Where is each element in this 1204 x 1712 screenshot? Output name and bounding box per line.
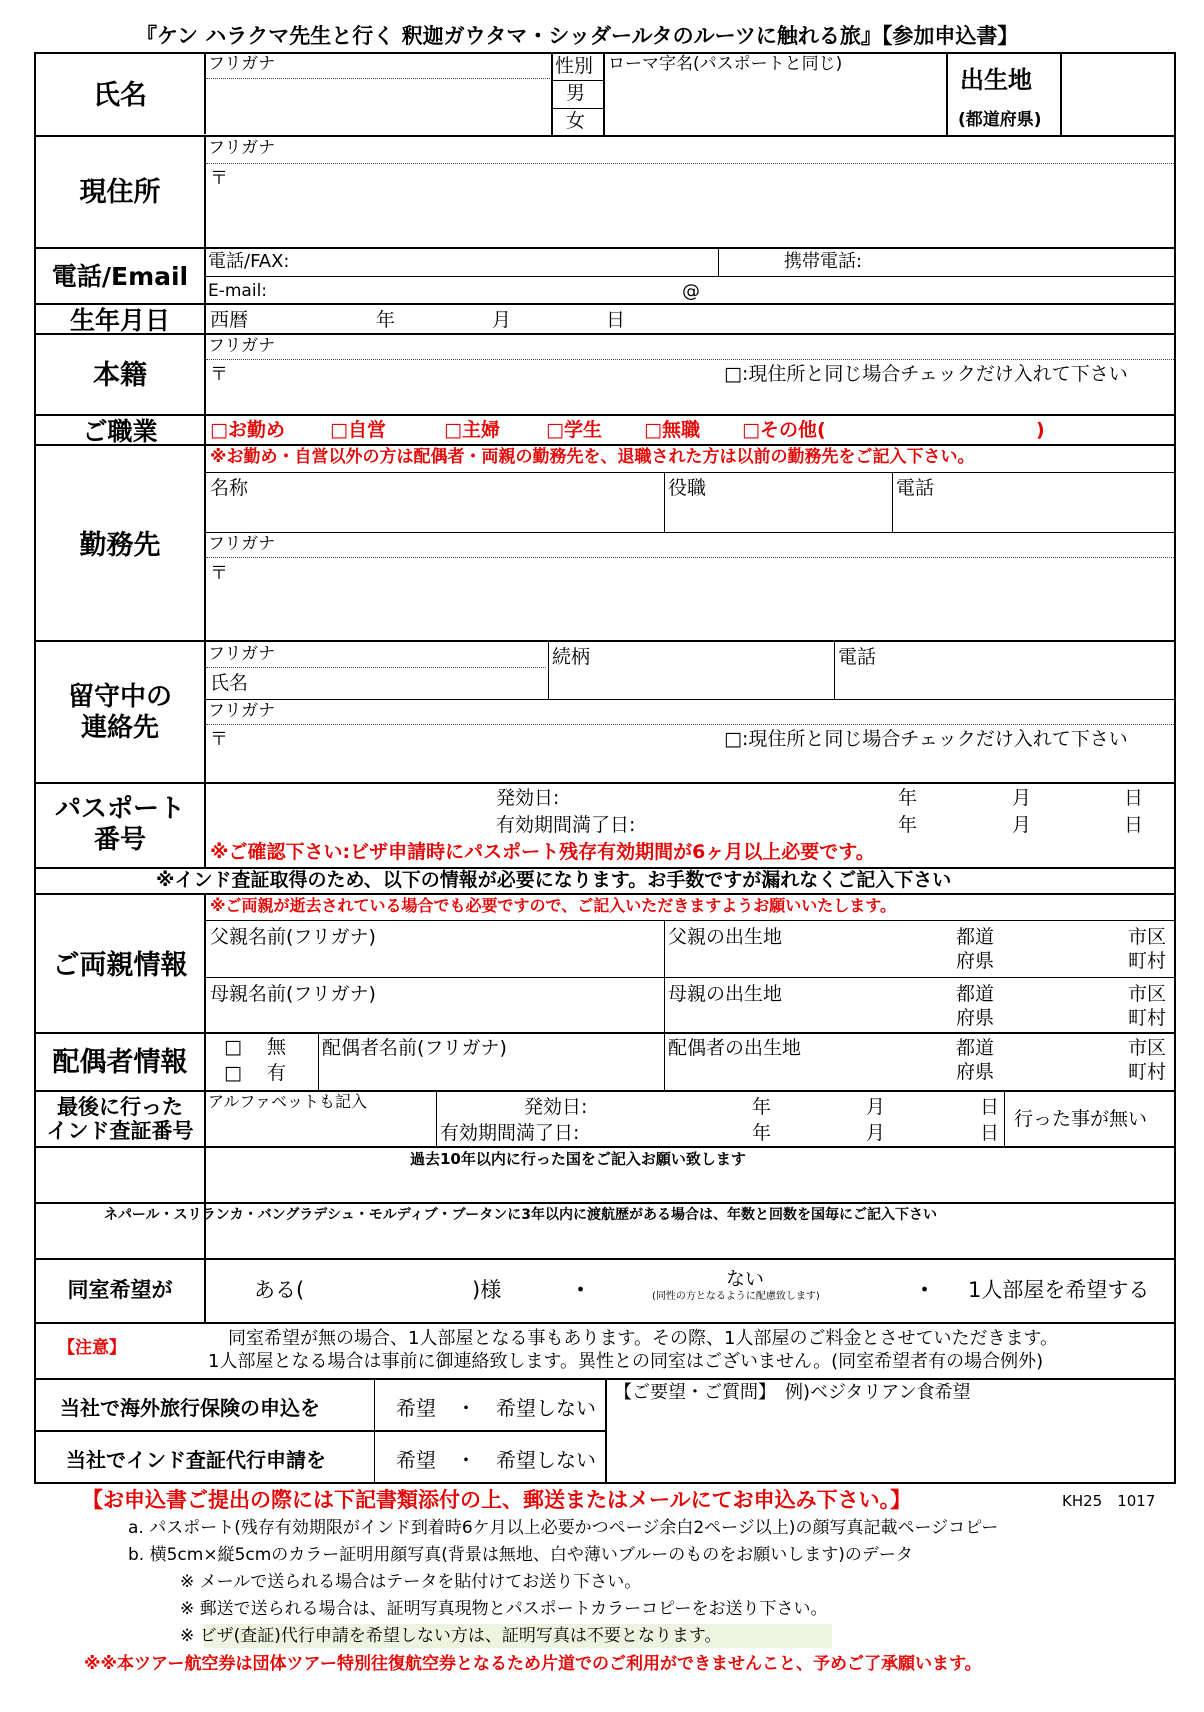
- row-divider: [34, 333, 1176, 335]
- workplace-address-field[interactable]: [232, 562, 1172, 638]
- emergency-postal-label: 〒: [210, 729, 228, 750]
- row-divider: [34, 1146, 1176, 1148]
- domicile-same-checkbox[interactable]: □:現住所と同じ場合チェックだけ入れて下さい: [724, 363, 1128, 385]
- mobile-label: 携帯電話:: [784, 251, 863, 272]
- divider: [892, 472, 893, 532]
- passport-expiry-year-label: 年: [898, 814, 918, 836]
- attachment-note-1: ※ メールで送られる場合はテータを貼付けてお送り下さい。: [180, 1572, 642, 1592]
- countries-past-label: 過去10年以内に行った国をご記入お願い致します: [410, 1150, 746, 1168]
- emergency-phone-field[interactable]: [838, 670, 1172, 696]
- father-name-field[interactable]: [210, 950, 660, 974]
- name-field[interactable]: [208, 82, 548, 132]
- passport-expiry-month-label: 月: [1012, 814, 1032, 836]
- dotted-line: [206, 667, 546, 668]
- last-visa-number-field[interactable]: [208, 1114, 432, 1144]
- row-divider: [34, 1202, 1176, 1204]
- last-visa-issue-year-label: 年: [752, 1096, 772, 1118]
- divider: [204, 699, 1176, 700]
- emergency-label: [36, 682, 204, 744]
- mother-birthplace-label: 母親の出生地: [668, 983, 783, 1005]
- passport-issue-month-label: 月: [1012, 787, 1032, 809]
- caution-line-1: 同室希望が無の場合、1人部屋となる事もあります。その際、1人部屋のご料金とさせていただきます。: [228, 1328, 1059, 1349]
- last-visa-expiry-month-label: 月: [866, 1122, 886, 1144]
- divider: [834, 641, 835, 699]
- never-visited-option[interactable]: 行った事が無い: [1014, 1108, 1148, 1130]
- attachment-note-3: ※ ビザ(査証)代行申請を希望しない方は、証明写真は不要となります。: [180, 1626, 722, 1646]
- divider: [605, 1379, 607, 1484]
- gender-label: 性別: [555, 55, 594, 77]
- occupation-self-employed-checkbox[interactable]: □自営: [330, 419, 386, 441]
- father-birthplace-label: 父親の出生地: [668, 926, 783, 948]
- divider: [551, 80, 603, 81]
- email-local-field[interactable]: [290, 280, 670, 302]
- occupation-employed-checkbox[interactable]: □お勤め: [210, 419, 285, 441]
- divider: [664, 1033, 665, 1090]
- row-divider: [34, 1322, 1176, 1324]
- workplace-note: ※お勤め・自営以外の方は配偶者・両親の勤務先を、退職された方は以前の勤務先をご記入下さい。: [210, 447, 975, 467]
- domicile-label: 本籍: [93, 360, 147, 391]
- dotted-line: [206, 359, 1174, 360]
- emergency-address-field[interactable]: [232, 728, 712, 780]
- last-visa-expiry-year-label: 年: [752, 1122, 772, 1144]
- divider: [204, 920, 1176, 921]
- submission-headline: 【お申込書ご提出の際には下記書類添付の上、郵送またはメールにてお申込み下さい。】: [82, 1488, 912, 1512]
- passport-label-line2: 番号: [93, 825, 146, 856]
- divider: [548, 641, 549, 699]
- occupation-other-close: ): [1036, 419, 1045, 441]
- roommate-no-option[interactable]: ない: [726, 1268, 765, 1290]
- row-divider: [34, 893, 1176, 895]
- spouse-pref-label-1: 都道: [956, 1037, 995, 1059]
- divider: [551, 108, 603, 109]
- mother-name-field[interactable]: [210, 1006, 660, 1030]
- workplace-position-label: 役職: [668, 477, 707, 499]
- father-name-label: 父親名前(フリガナ): [210, 926, 376, 948]
- page-title: 『ケン ハラクマ先生と行く 釈迦ガウタマ・シッダールタのルーツに触れる旅』【参加申込書】: [136, 24, 1019, 48]
- passport-issue-year-field[interactable]: [670, 786, 890, 810]
- countries-neighbor-label: ネパール・スリランカ・バングラデシュ・モルディブ・ブータンに3年以内に渡航歴がある場合は、年数と回数を国毎にご記入下さい: [104, 1207, 937, 1223]
- attachment-note-2: ※ 郵送で送られる場合は、証明写真現物とパスポートカラーコピーをお送り下さい。: [180, 1599, 828, 1619]
- dotted-line: [206, 163, 1174, 164]
- father-city-label-1: 市区: [1128, 926, 1167, 948]
- email-domain-field[interactable]: [706, 280, 1172, 302]
- airfare-notice: ※※本ツアー航空券は団体ツアー特別往復航空券となるため片道でのご利用ができませんこと、予めご了承願います。: [84, 1654, 982, 1674]
- last-visa-issue-month-label: 月: [866, 1096, 886, 1118]
- workplace-phone-label: 電話: [896, 477, 935, 499]
- father-pref-label-2: 府県: [956, 950, 995, 972]
- roommate-sama-label: )様: [472, 1278, 502, 1302]
- spouse-name-label: 配偶者名前(フリガナ): [322, 1037, 507, 1059]
- birth-month-field[interactable]: [402, 307, 488, 331]
- emergency-name-label: 氏名: [210, 672, 249, 694]
- row-divider: [34, 640, 1176, 642]
- address-label: 現住所: [79, 177, 161, 208]
- email-label: E-mail:: [208, 281, 268, 301]
- workplace-name-field[interactable]: [210, 500, 660, 530]
- parents-label: ご両親情報: [52, 950, 188, 981]
- emergency-same-checkbox[interactable]: □:現住所と同じ場合チェックだけ入れて下さい: [724, 728, 1128, 750]
- romaji-name-field[interactable]: [608, 80, 942, 132]
- domicile-furigana-label: フリガナ: [208, 336, 276, 356]
- last-visa-alphabet-note: アルファベットも記入: [208, 1092, 368, 1111]
- passport-label: [36, 794, 204, 856]
- divider: [204, 136, 206, 868]
- row-divider: [34, 247, 1176, 249]
- passport-issue-day-label: 日: [1124, 787, 1144, 809]
- visa-agent-label: 当社でインド査証代行申請を: [66, 1448, 326, 1472]
- divider: [664, 920, 665, 1032]
- birthplace-label: 出生地: [960, 66, 1032, 94]
- workplace-postal-label: 〒: [210, 563, 228, 584]
- passport-expiry-label: 有効期間満了日:: [496, 814, 636, 836]
- passport-expiry-day-label: 日: [1124, 814, 1144, 836]
- birthdate-era-label: 西暦: [210, 309, 249, 331]
- mother-pref-label-2: 府県: [956, 1007, 995, 1029]
- workplace-label: 勤務先: [79, 530, 161, 561]
- attachment-a: a. パスポート(残存有効期限がインド到着時6ケ月以上必要かつページ余白2ページ以上)の顔写真記載ページコピー: [128, 1518, 999, 1538]
- last-visa-issue-year-field[interactable]: [604, 1094, 748, 1118]
- father-city-field[interactable]: [1002, 924, 1122, 972]
- occupation-homemaker-checkbox[interactable]: □主婦: [444, 419, 500, 441]
- row-divider: [34, 135, 1176, 137]
- divider: [318, 1033, 319, 1090]
- emergency-relation-field[interactable]: [552, 670, 832, 696]
- spouse-city-label-1: 市区: [1128, 1037, 1167, 1059]
- insurance-label: 当社で海外旅行保険の申込を: [60, 1396, 320, 1420]
- last-visa-expiry-day-label: 日: [980, 1122, 1000, 1144]
- divider: [1060, 52, 1062, 136]
- mother-city-label-1: 市区: [1128, 983, 1167, 1005]
- dotted-line: [206, 557, 1174, 558]
- spouse-pref-field[interactable]: [800, 1036, 950, 1086]
- visa-agent-choice[interactable]: 希望 ・ 希望しない: [396, 1448, 596, 1472]
- address-furigana-label: フリガナ: [208, 138, 276, 158]
- roommate-separator-2: ・: [914, 1278, 935, 1302]
- divider: [664, 472, 665, 532]
- insurance-choice[interactable]: 希望 ・ 希望しない: [396, 1396, 596, 1420]
- passport-label-line1: パスポート: [54, 794, 185, 824]
- father-pref-label-1: 都道: [956, 926, 995, 948]
- workplace-furigana-label: フリガナ: [208, 534, 276, 554]
- workplace-phone-field[interactable]: [896, 500, 1172, 530]
- row-divider: [34, 414, 1176, 416]
- domicile-postal-label: 〒: [210, 364, 228, 385]
- row-divider: [34, 1032, 1176, 1034]
- spouse-name-field[interactable]: [322, 1062, 660, 1088]
- emergency-furigana-label: フリガナ: [208, 644, 276, 664]
- attachment-b: b. 横5cm×縦5cmのカラー証明用顔写真(背景は無地、白や薄いブルーのものをお願いします)のデータ: [128, 1545, 913, 1565]
- roommate-label: 同室希望が: [67, 1278, 173, 1302]
- birth-month-label: 月: [492, 309, 512, 331]
- divider: [204, 52, 206, 134]
- last-visa-issue-day-label: 日: [980, 1096, 1000, 1118]
- passport-issue-label: 発効日:: [496, 787, 560, 809]
- workplace-name-label: 名称: [210, 477, 249, 499]
- gender-female-option[interactable]: 女: [566, 110, 586, 132]
- occupation-unemployed-checkbox[interactable]: □無職: [644, 419, 700, 441]
- phone-fax-field[interactable]: [320, 250, 716, 274]
- birthdate-label: 生年月日: [69, 306, 170, 335]
- last-visa-expiry-year-field[interactable]: [604, 1120, 748, 1144]
- passport-issue-year-label: 年: [898, 787, 918, 809]
- emergency-phone-label: 電話: [838, 646, 877, 668]
- address-postal-label: 〒: [210, 168, 228, 189]
- phone-fax-label: 電話/FAX:: [208, 251, 290, 272]
- birth-year-field[interactable]: [260, 307, 370, 331]
- last-visa-label-line1: 最後に行った: [57, 1095, 183, 1119]
- roommate-separator-1: ・: [570, 1278, 591, 1302]
- row-divider: [34, 1258, 1176, 1260]
- requests-field[interactable]: [612, 1408, 1172, 1480]
- roommate-yes-option[interactable]: ある(: [254, 1278, 305, 1302]
- last-visa-label-line2: インド査証番号: [46, 1119, 194, 1144]
- divider: [204, 977, 1176, 978]
- caution-line-2: 1人部屋となる場合は事前に御連絡致します。異性との同室はございません。(同室希望者有の場合例外): [208, 1351, 1044, 1372]
- passport-warning: ※ご確認下さい:ビザ申請時にパスポート残存有効期間が6ヶ月以上必要です。: [210, 841, 875, 863]
- emergency-furigana-label-2: フリガナ: [208, 701, 276, 721]
- form-code: KH25 1017: [1062, 1492, 1156, 1510]
- occupation-other-checkbox[interactable]: □その他(: [742, 419, 826, 441]
- mother-pref-label-1: 都道: [956, 983, 995, 1005]
- spouse-label: 配偶者情報: [52, 1047, 188, 1078]
- mother-pref-field[interactable]: [800, 980, 950, 1028]
- spouse-pref-label-2: 府県: [956, 1061, 995, 1083]
- address-field[interactable]: [232, 168, 1172, 244]
- birthplace-sub-label: (都道府県): [958, 110, 1042, 130]
- birth-day-label: 日: [606, 309, 626, 331]
- dotted-line: [206, 724, 1174, 725]
- visa-info-notice: ※インド査証取得のため、以下の情報が必要になります。お手数ですが漏れなくご記入下さい: [156, 869, 952, 891]
- roommate-name-field[interactable]: [310, 1272, 470, 1302]
- roommate-no-subtext: (同性の方となるように配慮致します): [652, 1291, 820, 1302]
- mobile-field[interactable]: [890, 250, 1172, 274]
- passport-number-field[interactable]: [210, 786, 490, 836]
- name-furigana-label: フリガナ: [208, 54, 276, 74]
- divider: [603, 52, 605, 136]
- domicile-field[interactable]: [232, 362, 712, 412]
- divider: [1004, 1091, 1005, 1146]
- divider: [946, 52, 948, 136]
- row-divider: [34, 444, 1176, 446]
- parents-note: ※ご両親が逝去されている場合でも必要ですので、ご記入いただきますようお願いいたします。: [210, 896, 896, 915]
- gender-male-option[interactable]: 男: [566, 82, 586, 104]
- mother-name-label: 母親名前(フリガナ): [210, 983, 376, 1005]
- countries-past-field[interactable]: [40, 1172, 1170, 1200]
- row-divider: [34, 1430, 606, 1432]
- dotted-line: [206, 78, 550, 79]
- divider: [551, 52, 553, 136]
- countries-neighbor-field[interactable]: [40, 1228, 1170, 1256]
- name-label: 氏名: [93, 80, 147, 111]
- email-at-sign: @: [682, 281, 700, 302]
- row-divider: [34, 303, 1176, 305]
- mother-city-label-2: 町村: [1128, 1007, 1167, 1029]
- caution-label: 【注意】: [58, 1338, 126, 1358]
- occupation-label: ご職業: [82, 417, 158, 446]
- emergency-label-line2: 連絡先: [80, 713, 159, 744]
- row-divider: [34, 782, 1176, 784]
- divider: [204, 276, 1176, 277]
- occupation-other-field[interactable]: [842, 418, 1032, 442]
- divider: [204, 532, 1176, 533]
- last-visa-issue-label: 発効日:: [524, 1096, 588, 1118]
- passport-expiry-year-field[interactable]: [670, 813, 890, 837]
- spouse-birthplace-label: 配偶者の出生地: [668, 1037, 802, 1059]
- roommate-single-option[interactable]: 1人部屋を希望する: [968, 1278, 1150, 1302]
- birthplace-field[interactable]: [1064, 56, 1172, 132]
- last-visa-expiry-label: 有効期間満了日:: [440, 1122, 580, 1144]
- birth-day-field[interactable]: [518, 307, 602, 331]
- contact-label: 電話/Email: [51, 262, 189, 291]
- mother-city-field[interactable]: [1002, 980, 1122, 1028]
- spouse-city-field[interactable]: [1002, 1036, 1122, 1086]
- occupation-student-checkbox[interactable]: □学生: [546, 419, 602, 441]
- spouse-has-checkbox[interactable]: □ 有: [224, 1062, 286, 1084]
- divider: [204, 472, 1176, 473]
- birth-year-label: 年: [376, 309, 396, 331]
- father-pref-field[interactable]: [800, 924, 950, 972]
- emergency-name-field[interactable]: [256, 670, 546, 694]
- workplace-position-field[interactable]: [668, 500, 890, 530]
- last-visa-label: [36, 1095, 204, 1143]
- spouse-city-label-2: 町村: [1128, 1061, 1167, 1083]
- emergency-label-line1: 留守中の: [67, 682, 172, 712]
- father-city-label-2: 町村: [1128, 950, 1167, 972]
- spouse-none-checkbox[interactable]: □ 無: [224, 1036, 286, 1058]
- emergency-relation-label: 続柄: [552, 646, 591, 668]
- romaji-name-label: ローマ字名(パスポートと同じ): [608, 54, 843, 74]
- requests-label: 【ご要望・ご質問】 例)ベジタリアン食希望: [614, 1382, 971, 1403]
- divider: [718, 248, 719, 276]
- divider: [436, 1091, 437, 1146]
